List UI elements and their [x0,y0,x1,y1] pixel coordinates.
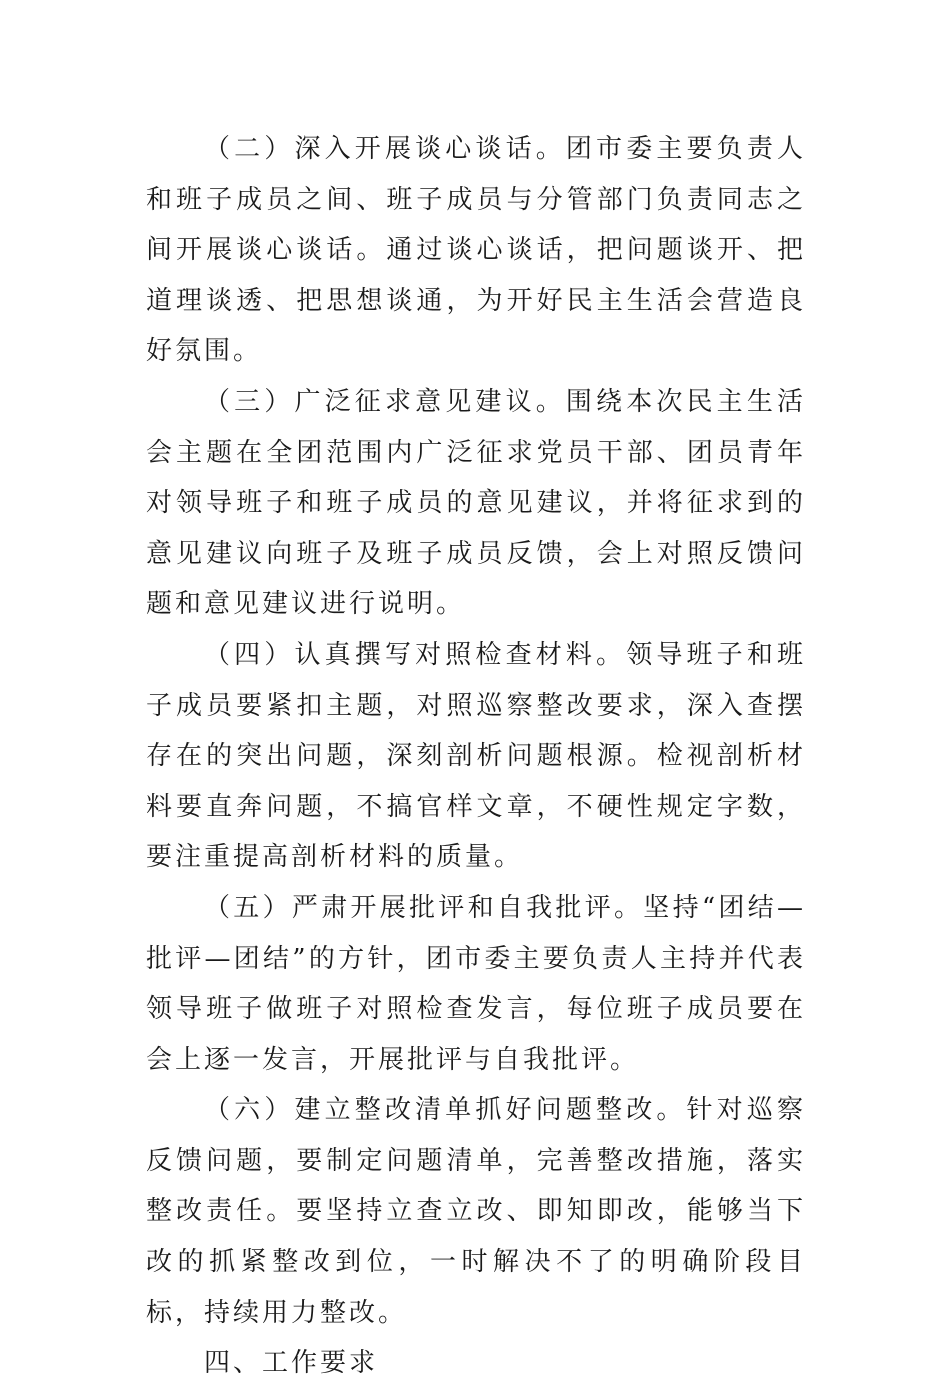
paragraph-talks: （二）深入开展谈心谈话。团市委主要负责人和班子成员之间、班子成员与分管部门负责同志之间开展谈心谈话。通过谈心谈话，把问题谈开、把道理谈透、把思想谈通，为开好民主生活会营造良好氛围。 [146,134,806,367]
paragraph-opinions: （三）广泛征求意见建议。围绕本次民主生活会主题在全团范围内广泛征求党员干部、团员青年对领导班子和班子成员的意见建议，并将征求到的意见建议向班子及班子成员反馈，会上对照反馈问题和意见建议进行说明。 [146,386,806,620]
paragraph-materials: （四）认真撰写对照检查材料。领导班子和班子成员要紧扣主题，对照巡察整改要求，深入查摆存在的突出问题，深刻剖析问题根源。检视剖析材料要直奔问题，不搞官样文章，不硬性规定字数，要注重提高剖析材料的质量。 [146,639,806,873]
paragraph-criticism: （五）严肃开展批评和自我批评。坚持“团结—批评—团结”的方针，团市委主要负责人主持并代表领导班子做班子对照检查发言，每位班子成员要在会上逐一发言，开展批评与自我批评。 [146,892,806,1075]
section-heading: 四、工作要求 [204,1348,379,1379]
document-body [146,124,806,1389]
paragraph-rectification: （六）建立整改清单抓好问题整改。针对巡察反馈问题，要制定问题清单，完善整改措施，落实整改责任。要坚持立查立改、即知即改，能够当下改的抓紧整改到位，一时解决不了的明确阶段目标，持续用力整改。 [146,1095,806,1328]
